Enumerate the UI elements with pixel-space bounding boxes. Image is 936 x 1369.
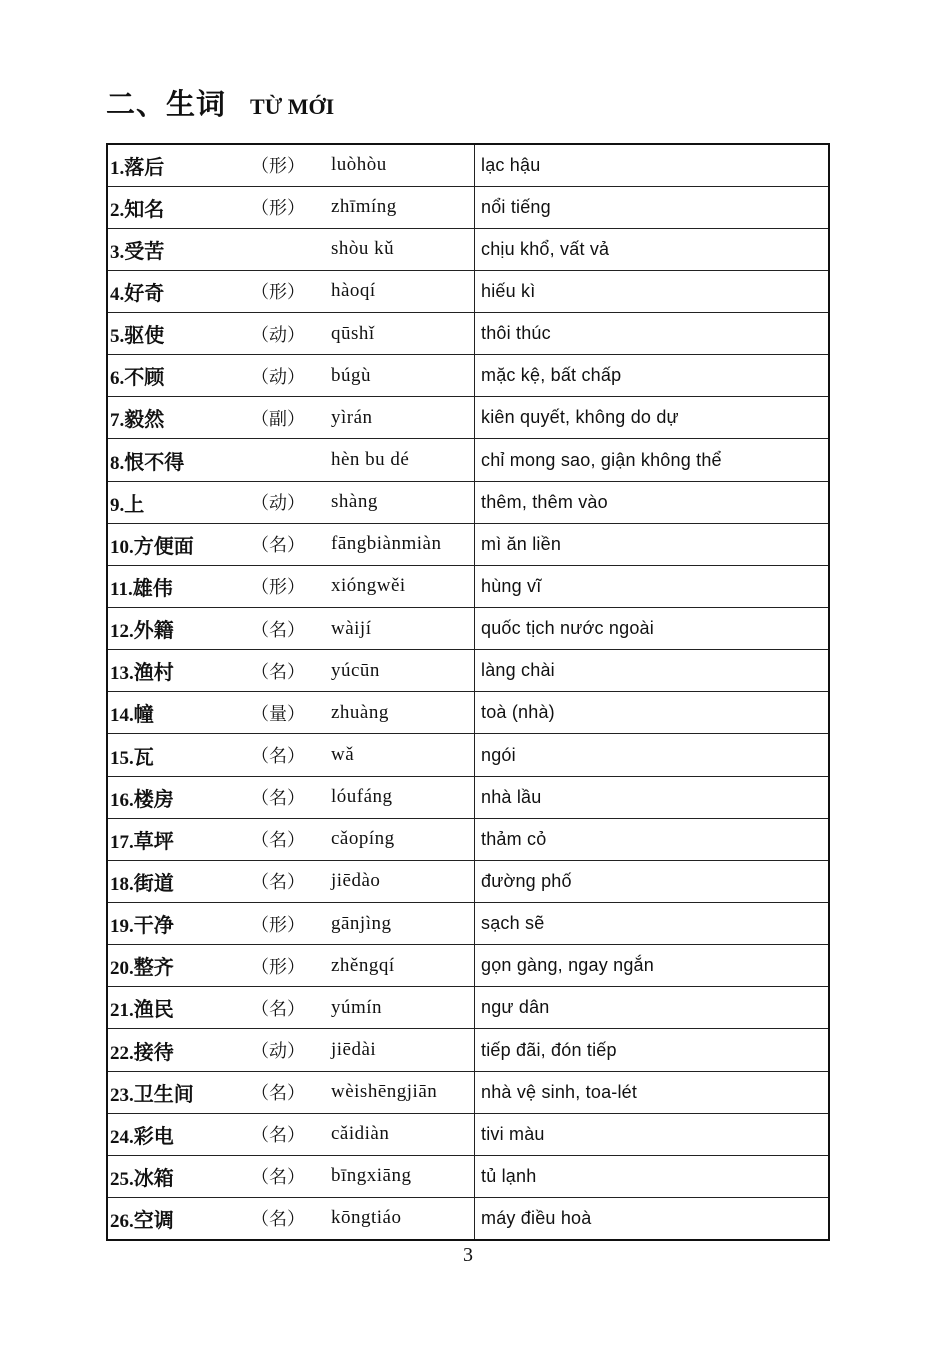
section-title-vietnamese: TỪ MỚI xyxy=(250,94,335,119)
vocab-word-cell xyxy=(107,903,245,945)
vocab-number: 14. xyxy=(110,705,134,727)
table-row xyxy=(107,439,829,481)
vocab-word-cell xyxy=(107,818,245,860)
vocab-word: 草坪 xyxy=(133,828,174,853)
table-row xyxy=(107,818,829,860)
vocab-pinyin: xióngwěi xyxy=(331,565,475,607)
vocab-word-cell xyxy=(107,1029,245,1071)
vocab-meaning: ngói xyxy=(475,734,830,776)
vocab-pinyin: bīngxiāng xyxy=(331,1155,475,1197)
table-row xyxy=(107,270,829,312)
table-row xyxy=(107,355,829,397)
vocab-meaning: tủ lạnh xyxy=(475,1155,830,1197)
vocab-number: 9. xyxy=(110,494,125,516)
vocab-part-of-speech: （名） xyxy=(245,608,331,650)
vocab-word: 渔村 xyxy=(133,660,174,685)
table-row xyxy=(107,144,829,186)
vocab-part-of-speech xyxy=(245,439,331,481)
vocab-pinyin: hàoqí xyxy=(331,270,475,312)
vocab-part-of-speech: （名） xyxy=(245,818,331,860)
vocab-number: 19. xyxy=(110,916,134,938)
table-row xyxy=(107,1198,829,1240)
vocab-pinyin: zhīmíng xyxy=(331,186,475,228)
vocab-meaning: tiếp đãi, đón tiếp xyxy=(475,1029,830,1071)
vocab-part-of-speech: （名） xyxy=(245,523,331,565)
vocab-part-of-speech: （动） xyxy=(245,313,331,355)
vocab-part-of-speech: （名） xyxy=(245,1198,331,1240)
vocab-number: 24. xyxy=(110,1126,134,1148)
vocab-meaning: mì ăn liền xyxy=(475,523,830,565)
vocab-number: 10. xyxy=(110,536,134,558)
vocab-pinyin: wǎ xyxy=(331,734,475,776)
vocab-word-cell xyxy=(107,692,245,734)
vocab-word: 干净 xyxy=(133,913,174,938)
vocab-word-cell xyxy=(107,608,245,650)
table-row xyxy=(107,903,829,945)
vocab-meaning: quốc tịch nước ngoài xyxy=(475,608,830,650)
vocab-word-cell xyxy=(107,439,245,481)
table-row xyxy=(107,1071,829,1113)
vocab-pinyin: lóufáng xyxy=(331,776,475,818)
vocab-meaning: mặc kệ, bất chấp xyxy=(475,355,830,397)
vocab-word: 驱使 xyxy=(124,323,165,348)
table-row xyxy=(107,1113,829,1155)
vocab-meaning: máy điều hoà xyxy=(475,1198,830,1240)
table-row xyxy=(107,608,829,650)
vocab-number: 23. xyxy=(110,1084,134,1106)
vocab-meaning: hiếu kì xyxy=(475,270,830,312)
vocab-part-of-speech: （名） xyxy=(245,987,331,1029)
vocab-meaning: làng chài xyxy=(475,650,830,692)
vocab-meaning: thảm cỏ xyxy=(475,818,830,860)
vocab-word-cell xyxy=(107,1198,245,1240)
vocab-word-cell xyxy=(107,397,245,439)
vocab-number: 15. xyxy=(110,747,134,769)
table-row xyxy=(107,776,829,818)
vocab-pinyin: wèishēngjiān xyxy=(331,1071,475,1113)
vocab-number: 26. xyxy=(110,1210,134,1232)
vocab-pinyin: qūshǐ xyxy=(331,313,475,355)
vocab-word-cell xyxy=(107,186,245,228)
vocab-meaning: thêm, thêm vào xyxy=(475,481,830,523)
vocab-word-cell xyxy=(107,355,245,397)
vocab-part-of-speech: （形） xyxy=(245,270,331,312)
vocab-part-of-speech: （形） xyxy=(245,565,331,607)
vocab-word: 方便面 xyxy=(133,533,194,558)
vocab-word: 渔民 xyxy=(133,997,174,1022)
vocab-word-cell xyxy=(107,481,245,523)
vocab-pinyin: wàijí xyxy=(331,608,475,650)
vocab-word-cell xyxy=(107,523,245,565)
vocab-pinyin: cǎopíng xyxy=(331,818,475,860)
vocab-word-cell xyxy=(107,945,245,987)
vocab-part-of-speech: （形） xyxy=(245,144,331,186)
table-row xyxy=(107,734,829,776)
vocab-number: 2. xyxy=(110,199,125,221)
vocab-part-of-speech: （名） xyxy=(245,776,331,818)
vocab-part-of-speech: （副） xyxy=(245,397,331,439)
vocab-pinyin: cǎidiàn xyxy=(331,1113,475,1155)
vocab-meaning: thôi thúc xyxy=(475,313,830,355)
vocab-number: 18. xyxy=(110,873,134,895)
vocab-part-of-speech: （动） xyxy=(245,481,331,523)
vocab-pinyin: jiēdào xyxy=(331,860,475,902)
vocab-meaning: chỉ mong sao, giận không thể xyxy=(475,439,830,481)
vocab-word: 瓦 xyxy=(133,744,154,769)
vocab-number: 7. xyxy=(110,410,125,432)
section-title-chinese: 二、生词 xyxy=(106,87,227,121)
vocab-pinyin: yìrán xyxy=(331,397,475,439)
vocab-pinyin: gānjìng xyxy=(331,903,475,945)
vocab-number: 17. xyxy=(110,831,134,853)
vocab-word: 整齐 xyxy=(133,955,174,980)
vocab-part-of-speech: （形） xyxy=(245,903,331,945)
vocab-number: 16. xyxy=(110,789,134,811)
vocab-word-cell xyxy=(107,1155,245,1197)
vocab-word: 接待 xyxy=(133,1039,174,1064)
vocab-meaning: đường phố xyxy=(475,860,830,902)
vocab-word-cell xyxy=(107,565,245,607)
vocab-word: 外籍 xyxy=(133,618,174,643)
vocab-part-of-speech: （形） xyxy=(245,945,331,987)
vocab-word-cell xyxy=(107,1113,245,1155)
vocab-pinyin: yúcūn xyxy=(331,650,475,692)
vocab-word: 楼房 xyxy=(133,786,174,811)
vocab-number: 22. xyxy=(110,1042,134,1064)
vocab-word: 落后 xyxy=(124,154,165,179)
vocab-word-cell xyxy=(107,313,245,355)
vocab-number: 4. xyxy=(110,283,125,305)
vocab-meaning: hùng vĩ xyxy=(475,565,830,607)
vocab-part-of-speech: （名） xyxy=(245,860,331,902)
vocab-meaning: lạc hậu xyxy=(475,144,830,186)
vocab-word: 上 xyxy=(124,491,145,516)
vocab-word: 空调 xyxy=(133,1207,174,1232)
table-row xyxy=(107,228,829,270)
vocab-number: 5. xyxy=(110,326,125,348)
vocab-part-of-speech: （量） xyxy=(245,692,331,734)
vocab-word-cell xyxy=(107,776,245,818)
vocab-pinyin: yúmín xyxy=(331,987,475,1029)
vocab-word: 彩电 xyxy=(133,1123,174,1148)
vocab-pinyin: luòhòu xyxy=(331,144,475,186)
vocab-word: 幢 xyxy=(133,702,154,727)
vocab-word-cell xyxy=(107,270,245,312)
vocab-pinyin: zhěngqí xyxy=(331,945,475,987)
vocab-pinyin: hèn bu dé xyxy=(331,439,475,481)
vocab-number: 6. xyxy=(110,368,125,390)
vocab-number: 21. xyxy=(110,1000,134,1022)
table-row xyxy=(107,692,829,734)
vocab-pinyin: jiēdài xyxy=(331,1029,475,1071)
vocab-meaning: toà (nhà) xyxy=(475,692,830,734)
vocab-word-cell xyxy=(107,1071,245,1113)
vocab-part-of-speech: （动） xyxy=(245,355,331,397)
vocab-word-cell xyxy=(107,650,245,692)
vocab-part-of-speech: （形） xyxy=(245,186,331,228)
table-row xyxy=(107,860,829,902)
vocab-word: 受苦 xyxy=(124,238,165,263)
section-heading xyxy=(106,82,334,122)
vocab-word: 知名 xyxy=(124,196,165,221)
vocabulary-table xyxy=(106,143,830,1241)
vocab-word-cell xyxy=(107,860,245,902)
table-row xyxy=(107,186,829,228)
vocab-word-cell xyxy=(107,734,245,776)
vocab-pinyin: shòu kǔ xyxy=(331,228,475,270)
vocab-pinyin: kōngtiáo xyxy=(331,1198,475,1240)
vocab-word: 街道 xyxy=(133,870,174,895)
vocab-word: 好奇 xyxy=(124,280,165,305)
vocab-number: 11. xyxy=(110,578,133,600)
vocab-word-cell xyxy=(107,144,245,186)
vocab-number: 25. xyxy=(110,1168,134,1190)
vocab-part-of-speech: （动） xyxy=(245,1029,331,1071)
table-row xyxy=(107,523,829,565)
vocab-meaning: ngư dân xyxy=(475,987,830,1029)
vocab-part-of-speech: （名） xyxy=(245,1113,331,1155)
vocab-part-of-speech xyxy=(245,228,331,270)
vocab-number: 13. xyxy=(110,663,134,685)
vocab-meaning: tivi màu xyxy=(475,1113,830,1155)
vocab-pinyin: zhuàng xyxy=(331,692,475,734)
vocab-number: 12. xyxy=(110,621,134,643)
vocab-number: 3. xyxy=(110,241,125,263)
vocab-number: 20. xyxy=(110,958,134,980)
table-row xyxy=(107,650,829,692)
vocab-word: 卫生间 xyxy=(133,1081,194,1106)
vocab-part-of-speech: （名） xyxy=(245,734,331,776)
vocab-number: 8. xyxy=(110,452,125,474)
table-row xyxy=(107,1029,829,1071)
vocab-word: 雄伟 xyxy=(132,575,173,600)
table-row xyxy=(107,945,829,987)
vocab-pinyin: búgù xyxy=(331,355,475,397)
vocab-number: 1. xyxy=(110,157,125,179)
vocab-pinyin: shàng xyxy=(331,481,475,523)
vocab-meaning: nhà vệ sinh, toa-lét xyxy=(475,1071,830,1113)
table-row xyxy=(107,565,829,607)
table-row xyxy=(107,397,829,439)
table-row xyxy=(107,1155,829,1197)
vocab-word: 冰箱 xyxy=(133,1165,174,1190)
vocab-part-of-speech: （名） xyxy=(245,1155,331,1197)
vocab-word-cell xyxy=(107,987,245,1029)
vocab-meaning: kiên quyết, không do dự xyxy=(475,397,830,439)
table-row xyxy=(107,313,829,355)
vocab-pinyin: fāngbiànmiàn xyxy=(331,523,475,565)
vocab-word: 毅然 xyxy=(124,407,165,432)
vocab-meaning: sạch sẽ xyxy=(475,903,830,945)
vocab-meaning: gọn gàng, ngay ngắn xyxy=(475,945,830,987)
vocab-part-of-speech: （名） xyxy=(245,650,331,692)
vocab-word-cell xyxy=(107,228,245,270)
vocab-meaning: nhà lầu xyxy=(475,776,830,818)
table-row xyxy=(107,987,829,1029)
vocab-part-of-speech: （名） xyxy=(245,1071,331,1113)
vocab-meaning: nổi tiếng xyxy=(475,186,830,228)
vocab-word: 不顾 xyxy=(124,365,165,390)
page-number: 3 xyxy=(463,1244,473,1266)
vocab-word: 恨不得 xyxy=(124,449,185,474)
vocabulary-table-body xyxy=(107,144,829,1240)
vocab-meaning: chịu khổ, vất vả xyxy=(475,228,830,270)
table-row xyxy=(107,481,829,523)
